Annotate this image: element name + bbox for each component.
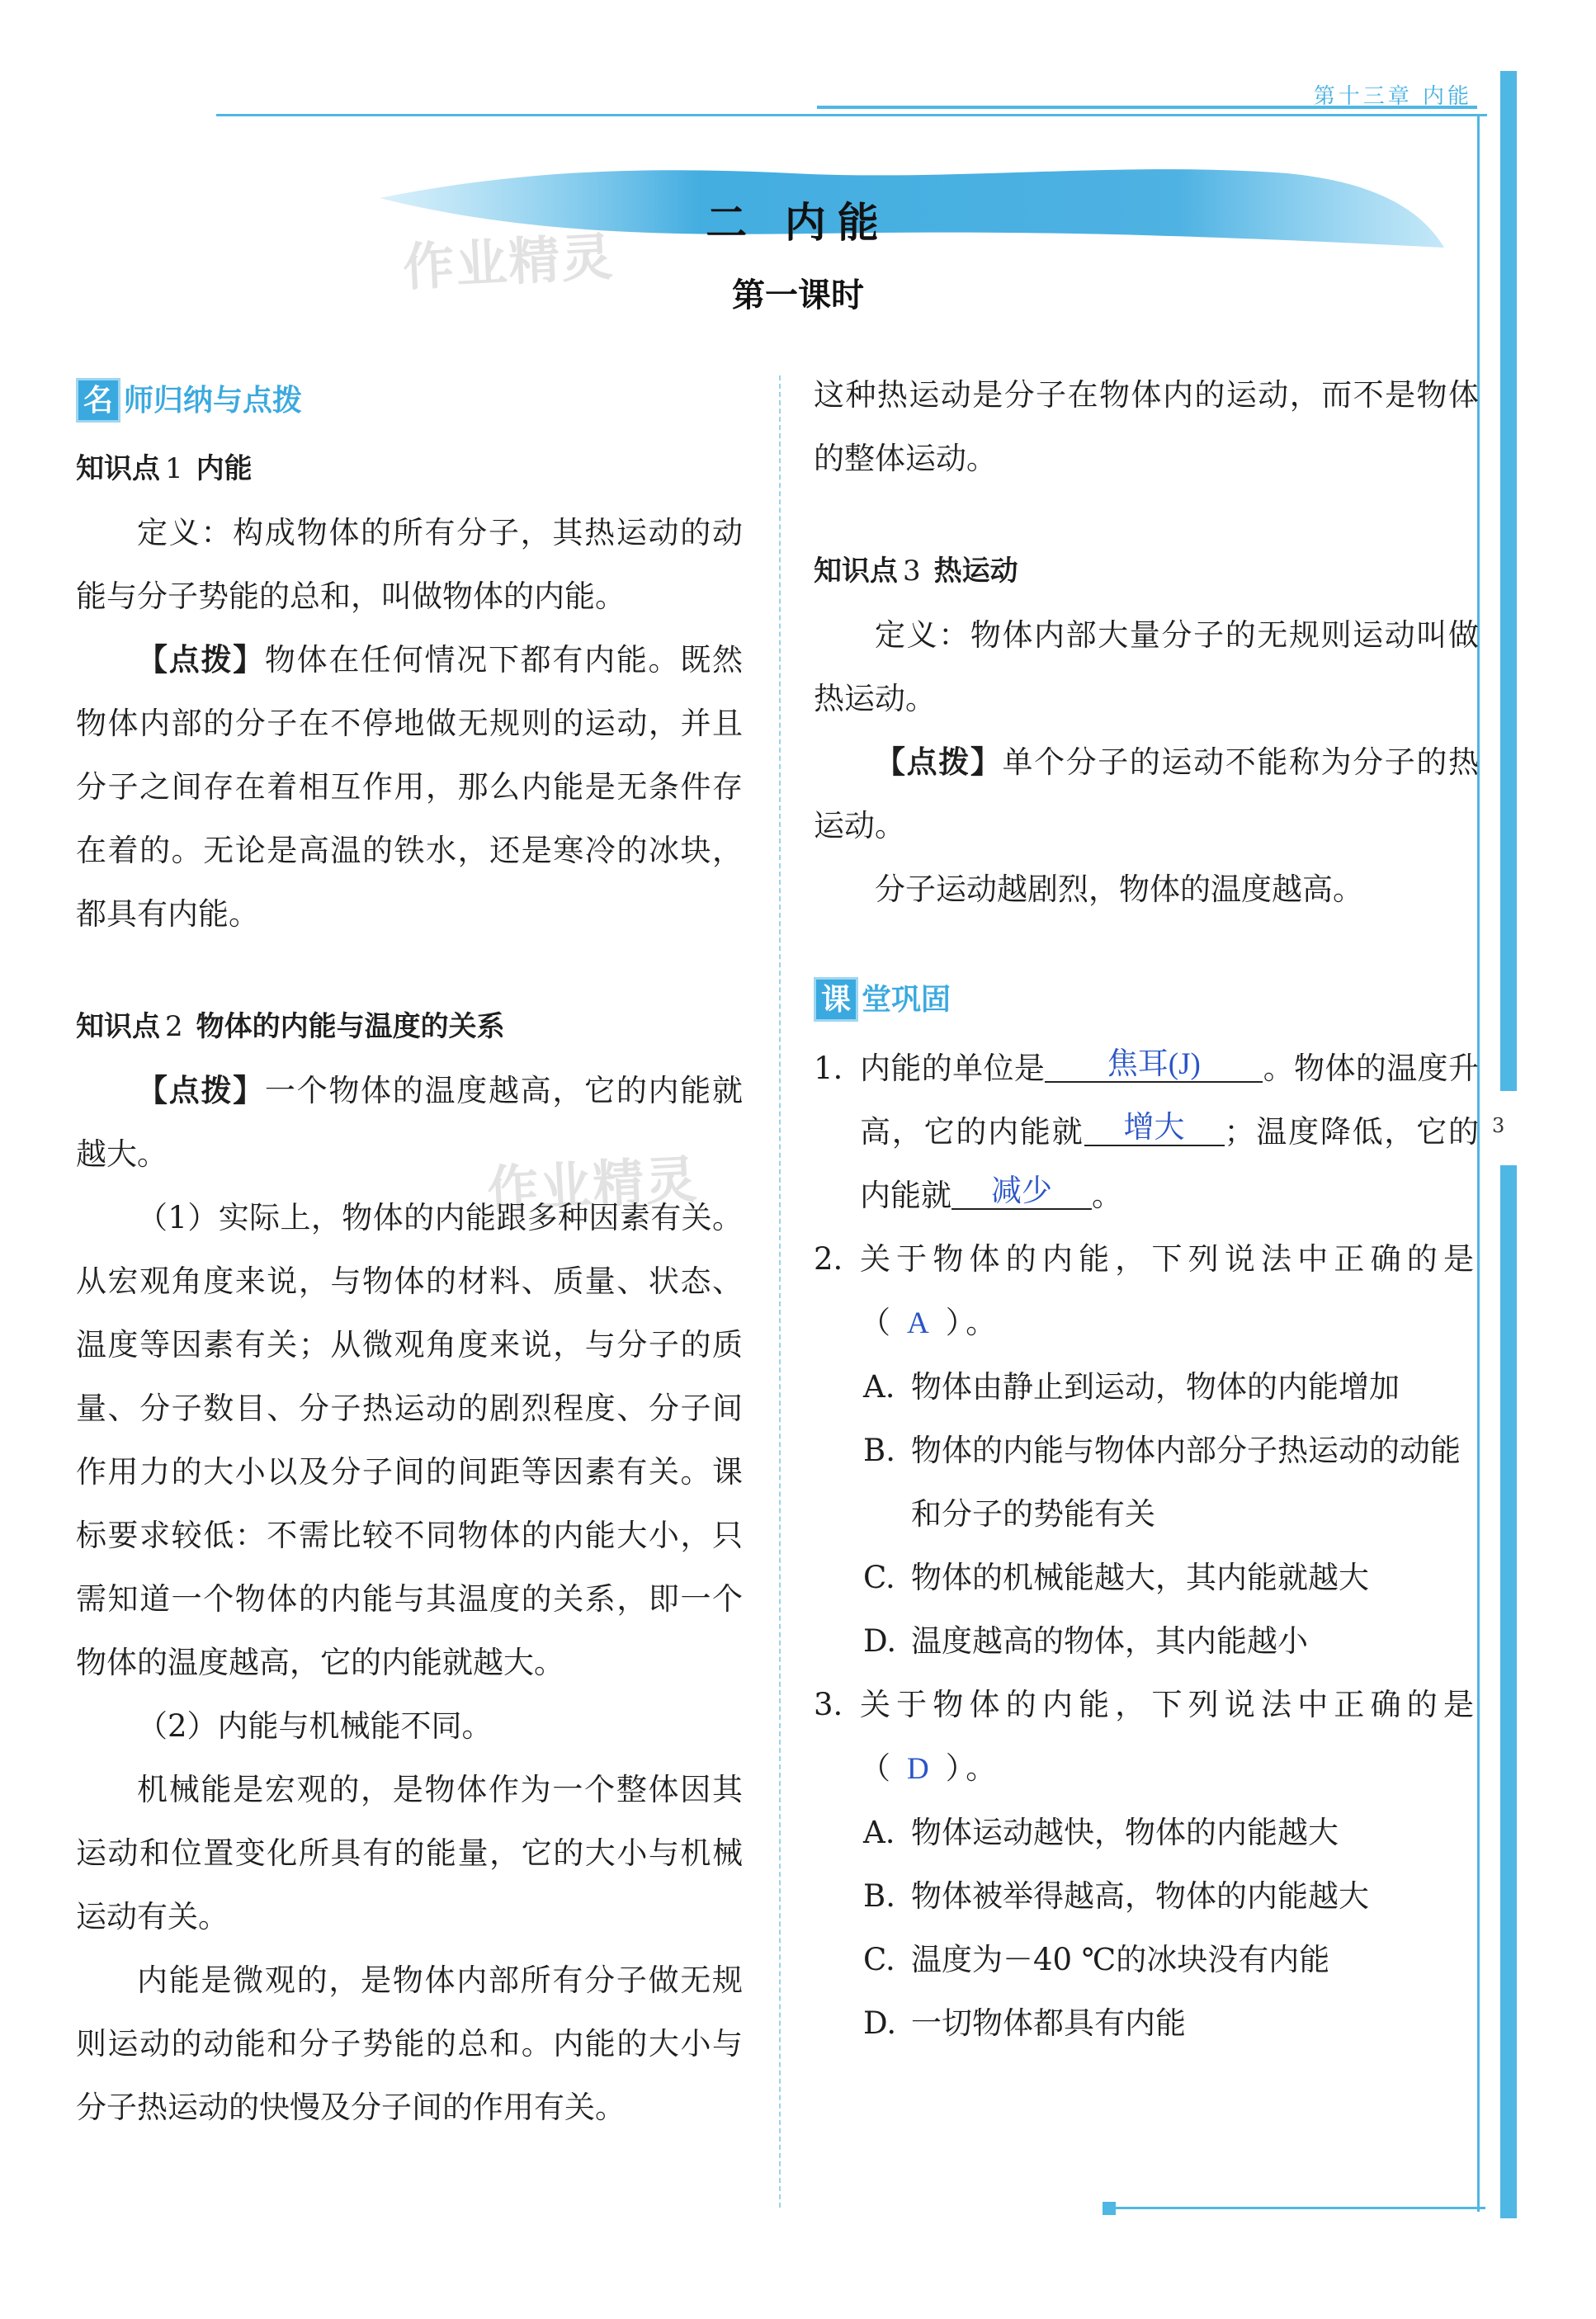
option-row — [814, 1991, 1479, 2055]
kp3-paragraph: 分子运动越剧烈，物体的温度越高。 — [875, 871, 1363, 907]
question-3 — [814, 1673, 1479, 1801]
kp-number: 2 — [165, 1010, 183, 1043]
kp2-paragraph-3: 机械能是宏观的，是物体作为一个整体因其运动和位置变化所具有的能量，它的大小与机械运动有关。 — [76, 1772, 743, 1934]
section-heading-text: 堂巩固 — [862, 982, 951, 1017]
footer-square — [1103, 2202, 1116, 2215]
lesson-title: 二 内能 — [706, 199, 890, 247]
section-heading-practice — [814, 971, 1479, 1028]
kp-number: 1 — [165, 452, 183, 485]
kp1-definition: 定义：构成物体的所有分子，其热运动的动能与分子势能的总和，叫做物体的内能。 — [76, 515, 743, 614]
tip-label: 【点拨】 — [137, 642, 265, 678]
answer-blank: 增大 — [1084, 1112, 1225, 1146]
option-row — [814, 1801, 1479, 1864]
question-number: 3. — [814, 1687, 843, 1722]
kp-label: 知识点 — [814, 555, 898, 588]
question-stem: 关于物体的内能，下列说法中正确的是（ — [860, 1241, 1479, 1340]
kp-name: 内能 — [196, 452, 253, 485]
knowledge-point-1-heading — [76, 437, 743, 501]
right-column — [814, 363, 1479, 2055]
kp2-paragraph-4: 内能是微观的，是物体内部所有分子做无规则运动的动能和分子势能的总和。内能的大小与分子热运动的快慢及分子间的作用有关。 — [76, 1962, 743, 2125]
kp-name: 热运动 — [933, 555, 1018, 588]
option-row — [814, 1419, 1479, 1546]
kp-label: 知识点 — [76, 1010, 160, 1043]
question-text: 。物体的温度升高，它的内能就 — [860, 1051, 1480, 1150]
kp2-paragraph-1: （1）实际上，物体的内能跟多种因素有关。从宏观角度来说，与物体的材料、质量、状态、温度等因素有关；从微观角度来说，与分子的质量、分子数目、分子热运动的剧烈程度、分子间作用力的大小以及分子间的间距等因素有关。课标要求较低：不需比较不同物体的内能大小，只需知道一个物体的内能与其温度的关系，即一个物体的温度越高，它的内能就越大。 — [76, 1200, 743, 1680]
question-2 — [814, 1227, 1479, 1355]
section-badge: 名 — [76, 378, 120, 423]
question-1 — [814, 1037, 1479, 1227]
option-row — [814, 1546, 1479, 1609]
question-number: 1. — [814, 1051, 843, 1086]
option-label: D. — [863, 2005, 897, 2041]
knowledge-point-2-heading — [76, 995, 743, 1059]
kp1-tip — [76, 628, 743, 946]
lesson-subtitle: 第一课时 — [732, 276, 864, 314]
question-stem-close: ）。 — [945, 1305, 1002, 1340]
option-row — [814, 1928, 1479, 1991]
option-text: 温度为－40 ℃的冰块没有内能 — [911, 1942, 1330, 1977]
question-stem-close: ）。 — [945, 1750, 1002, 1786]
question-text: 内能的单位是 — [860, 1051, 1046, 1086]
option-label: B. — [863, 1878, 895, 1914]
page-number: 3 — [1492, 1114, 1505, 1137]
column-divider — [779, 375, 781, 2208]
option-text: 物体的内能与物体内部分子热运动的动能和分子的势能有关 — [911, 1433, 1461, 1532]
option-text: 物体被举得越高，物体的内能越大 — [911, 1878, 1369, 1914]
question-stem: 关于物体的内能，下列说法中正确的是（ — [860, 1687, 1479, 1786]
chapter-header: 第十三章 内能 — [1313, 84, 1472, 109]
section-badge: 课 — [814, 977, 858, 1022]
watermark: 作业精灵 — [401, 226, 616, 298]
tip-label: 【点拨】 — [875, 744, 1003, 780]
option-row — [814, 1355, 1479, 1419]
option-label: C. — [863, 1942, 895, 1977]
option-label: C. — [863, 1560, 895, 1595]
option-text: 温度越高的物体，其内能越小 — [911, 1623, 1308, 1659]
option-row — [814, 1864, 1479, 1928]
header-rule — [216, 114, 1487, 116]
tip-text: 物体在任何情况下都有内能。既然物体内部的分子在不停地做无规则的运动，并且分子之间存在着相互作用，那么内能是无条件存在着的。无论是高温的铁水，还是寒冷的冰块，都具有内能。 — [76, 642, 744, 932]
choice-answer: D — [907, 1752, 934, 1786]
kp-label: 知识点 — [76, 452, 160, 485]
kp3-definition: 定义：物体内部大量分子的无规则运动叫做热运动。 — [814, 617, 1479, 716]
option-label: A. — [863, 1815, 895, 1850]
footer-rule — [1106, 2207, 1485, 2209]
kp3-tip — [814, 730, 1479, 857]
question-text: 。 — [1092, 1178, 1122, 1213]
option-text: 一切物体都具有内能 — [911, 2005, 1186, 2041]
section-heading-text: 师归纳与点拨 — [124, 383, 303, 418]
tip-text: 一个物体的温度越高，它的内能就越大。 — [76, 1073, 744, 1172]
choice-answer: A — [907, 1306, 934, 1340]
tip-label: 【点拨】 — [137, 1073, 265, 1108]
kp2-tip — [76, 1059, 743, 1186]
kp-number: 3 — [903, 555, 921, 588]
answer-blank: 减少 — [951, 1175, 1092, 1210]
knowledge-point-3-heading — [814, 540, 1479, 603]
option-text: 物体由静止到运动，物体的内能增加 — [911, 1369, 1400, 1405]
answer-blank: 焦耳(J) — [1045, 1048, 1263, 1083]
continued-text: 这种热运动是分子在物体内的运动，而不是物体的整体运动。 — [814, 377, 1479, 476]
right-margin-bar-lower — [1500, 1165, 1517, 2218]
left-column — [76, 371, 743, 2139]
kp-name: 物体的内能与温度的关系 — [196, 1010, 505, 1043]
question-number: 2. — [814, 1241, 843, 1277]
option-text: 物体的机械能越大，其内能就越大 — [911, 1560, 1369, 1595]
section-heading-summary — [76, 371, 743, 429]
option-label: B. — [863, 1433, 895, 1468]
watermark: 作业精灵 — [485, 1149, 701, 1221]
option-label: D. — [863, 1623, 897, 1659]
option-label: A. — [863, 1369, 895, 1405]
kp2-paragraph-2: （2）内能与机械能不同。 — [137, 1708, 493, 1744]
question-text: ；温度降低，它的内能就 — [860, 1114, 1479, 1213]
option-row — [814, 1609, 1479, 1673]
tip-text: 单个分子的运动不能称为分子的热运动。 — [814, 744, 1480, 843]
option-text: 物体运动越快，物体的内能越大 — [911, 1815, 1339, 1850]
